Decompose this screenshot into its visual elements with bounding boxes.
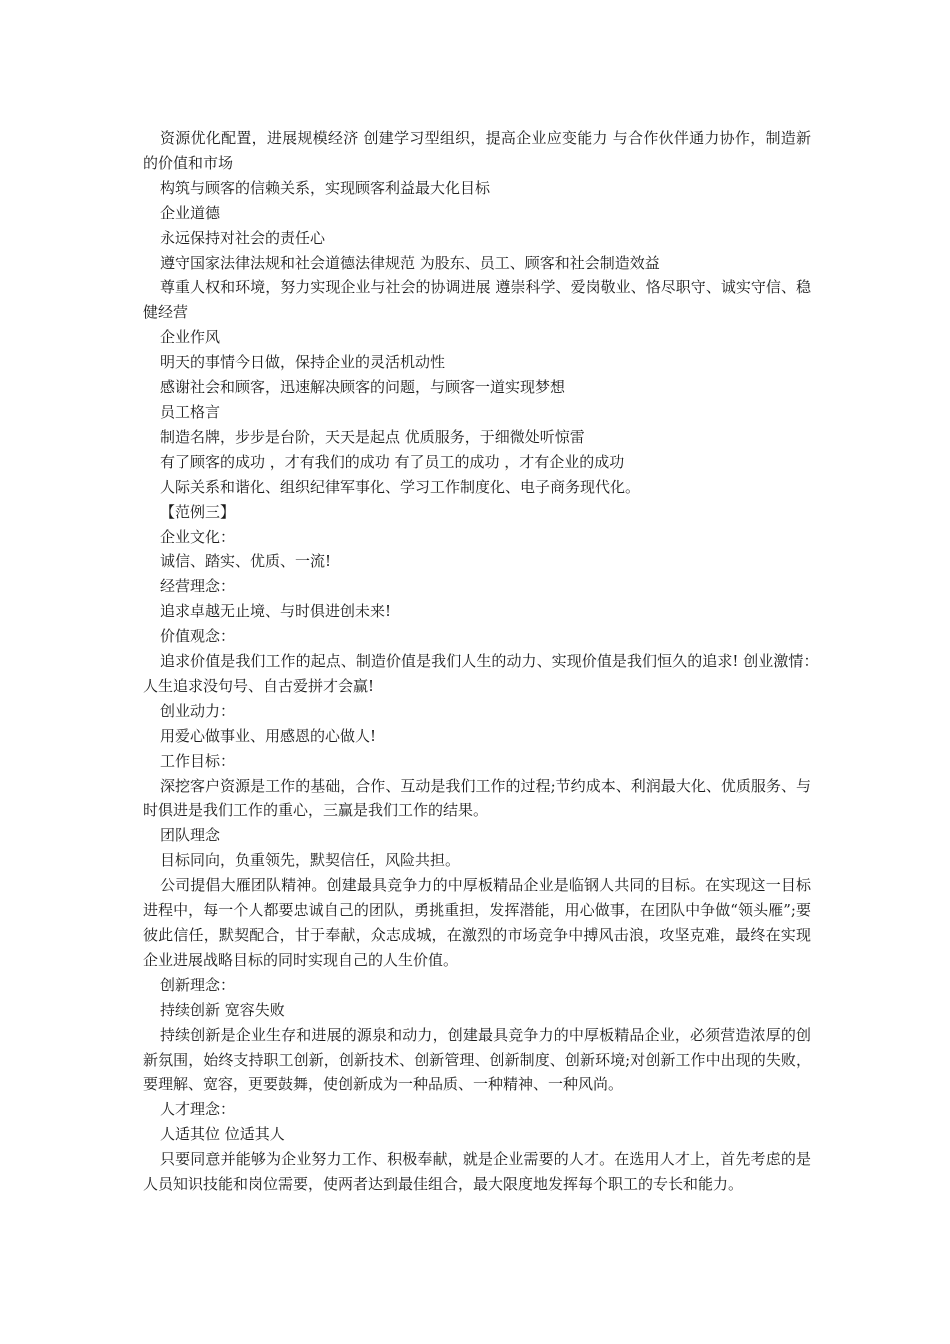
paragraph-13: 人际关系和谐化、组织纪律军事化、学习工作制度化、电子商务现代化。 (160, 477, 641, 496)
paragraph-12: 有了顾客的成功 ，才有我们的成功 有了员工的成功 ，才有企业的成功 (160, 452, 625, 471)
paragraph-22: 用爱心做事业、用感恩的心做人! (160, 726, 377, 745)
section-heading-style: 企业作风 (160, 328, 221, 347)
section-heading-talent: 人才理念： (160, 1100, 236, 1119)
paragraph-18: 追求卓越无止境、与时俱进创未来! (160, 602, 392, 621)
paragraph-32: 人适其位 位适其人 (160, 1125, 285, 1144)
example-three-heading: 【范例三】 (160, 502, 236, 521)
paragraph-1: 资源优化配置，进展规模经济 创建学习型组织，提高企业应变能力 与合作伙伴通力协作，制造新的价值和市场 (143, 129, 811, 172)
paragraph-20: 追求价值是我们工作的起点、制造价值是我们人生的动力、实现价值是我们恒久的追求! 创业激情： 人生追求没句号、自古爱拼才会赢! (143, 652, 827, 695)
paragraph-24: 深挖客户资源是工作的基础，合作、互动是我们工作的过程;节约成本、利润最大化、优质服务、与时俱进是我们工作的重心，三赢是我们工作的结果。 (143, 776, 811, 820)
section-heading-ethics: 企业道德 (160, 203, 221, 222)
section-heading-business-philosophy: 经营理念： (160, 577, 236, 596)
paragraph-30: 持续创新是企业生存和进展的源泉和动力，创建最具竞争力的中厚板精品企业，必须营造浓厚的创新氛围，始终支持职工创新，创新技术、创新管理、创新制度、创新环境;对创新工作中出现的失败，要理解、宽容，更要鼓舞，使创新成为一种品质、一种精神、一种风尚。 (143, 1025, 811, 1094)
paragraph-33: 只要同意并能够为企业努力工作、积极奉献，就是企业需要的人才。在选用人才上，首先考虑的是人员知识技能和岗位需要，使两者达到最佳组合，最大限度地发挥每个职工的专长和能力。 (143, 1150, 811, 1194)
paragraph-26: 目标同向，负重领先，默契信任，风险共担。 (160, 851, 461, 870)
paragraph-4: 永远保持对社会的责任心 (160, 228, 326, 247)
paragraph-16: 诚信、踏实、优质、一流! (160, 552, 332, 571)
paragraph-2: 构筑与顾客的信赖关系，实现顾客利益最大化目标 (160, 178, 491, 197)
paragraph-11: 制造名牌，步步是台阶，天天是起点 优质服务，于细微处听惊雷 (160, 427, 585, 446)
paragraph-8: 明天的事情今日做，保持企业的灵活机动性 (160, 353, 446, 372)
paragraph-9: 感谢社会和顾客，迅速解决顾客的问题，与顾客一道实现梦想 (160, 378, 566, 397)
section-heading-motivation: 创业动力： (160, 701, 236, 720)
section-heading-innovation: 创新理念： (160, 975, 236, 994)
section-heading-goals: 工作目标： (160, 751, 236, 770)
paragraph-29: 持续创新 宽容失败 (160, 1000, 285, 1019)
section-heading-culture: 企业文化： (160, 527, 236, 546)
section-heading-values: 价值观念： (160, 627, 236, 646)
section-heading-team: 团队理念 (160, 826, 221, 845)
document-body (143, 126, 827, 1197)
paragraph-5: 遵守国家法律法规和社会道德法律规范 为股东、员工、顾客和社会制造效益 (160, 253, 660, 272)
paragraph-27: 公司提倡大雁团队精神。创建最具竞争力的中厚板精品企业是临钢人共同的目标。在实现这一目标进程中，每一个人都要忠诚自己的团队，勇挑重担，发挥潜能，用心做事，在团队中争做“领头雁”;要彼此信任，默契配合，甘于奉献，众志成城，在激烈的市场竞争中搏风击浪，攻坚克难，最终在实现企业进展战略目标的同时实现自己的人生价值。 (143, 876, 811, 969)
section-heading-motto: 员工格言 (160, 402, 221, 421)
paragraph-6: 尊重人权和环境，努力实现企业与社会的协调进展 遵崇科学、爱岗敬业、恪尽职守、诚实守信、稳健经营 (143, 278, 811, 322)
